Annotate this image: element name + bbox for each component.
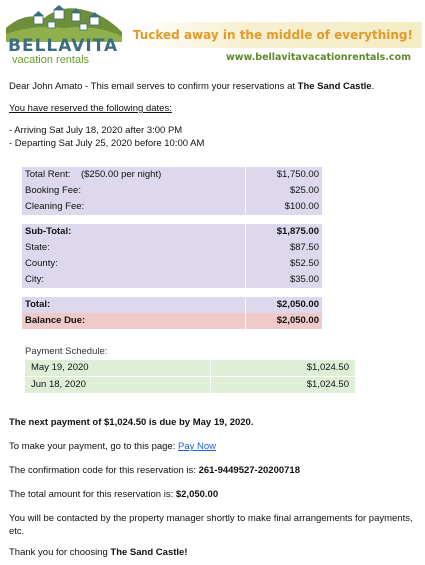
- greeting: [9, 81, 374, 92]
- email-header: [0, 0, 425, 72]
- table-row: [22, 183, 322, 199]
- tax-value: $52.50: [246, 256, 322, 272]
- contact-line-cont: etc.: [9, 526, 25, 537]
- tax-value: $87.50: [246, 240, 322, 256]
- total-amount-value: $2,050.00: [175, 489, 219, 500]
- reserved-heading: You have reserved the following dates:: [9, 103, 172, 114]
- tagline: Tucked away in the middle of everything!: [132, 28, 413, 42]
- greeting-text: Dear John Amato - This email serves to confirm your reservations at: [9, 81, 298, 92]
- charge-value: $100.00: [246, 199, 322, 215]
- logo-subtitle: vacation rentals: [12, 54, 90, 66]
- table-row: [22, 224, 322, 240]
- tax-label: State:: [22, 240, 246, 256]
- schedule-date: May 19, 2020: [25, 360, 210, 377]
- table-row: [25, 377, 355, 394]
- bellavita-logo: [4, 2, 130, 68]
- charge-value: $1,750.00: [246, 167, 322, 183]
- schedule-date: Jun 18, 2020: [25, 377, 210, 394]
- tax-value: $35.00: [246, 272, 322, 288]
- table-row: [22, 297, 322, 313]
- departing-line: - Departing Sat July 25, 2020 before 10:00 AM: [9, 138, 205, 149]
- charge-label: Total Rent: ($250.00 per night): [22, 167, 246, 183]
- thanks-text: Thank you for choosing: [9, 547, 111, 558]
- subtotal-value: $1,875.00: [246, 224, 322, 240]
- contact-line: You will be contacted by the property manager shortly to make final arrangements for payments,: [9, 513, 413, 524]
- tax-label: County:: [22, 256, 246, 272]
- table-row: [22, 272, 322, 288]
- arriving-line: - Arriving Sat July 18, 2020 after 3:00 PM: [9, 125, 183, 136]
- table-row: [22, 313, 322, 329]
- total-amount-text: The total amount for this reservation is:: [9, 489, 176, 500]
- table-row: [22, 240, 322, 256]
- thanks-line: [9, 547, 188, 558]
- thanks-exclaim: !: [184, 547, 188, 558]
- table-row: [22, 199, 322, 215]
- schedule-amount: $1,024.50: [210, 377, 355, 394]
- property-name: The Sand Castle: [297, 81, 372, 92]
- charge-value: $25.00: [246, 183, 322, 199]
- payment-schedule-table: [25, 360, 355, 393]
- next-payment-notice: The next payment of $1,024.50 is due by May 19, 2020.: [9, 417, 254, 428]
- confirmation-code: 261-9449527-20200718: [198, 465, 300, 476]
- thanks-property: The Sand Castle: [110, 547, 185, 558]
- logo-name: BELLAVITA: [8, 36, 119, 56]
- pay-line: [9, 441, 216, 452]
- schedule-title: Payment Schedule:: [25, 346, 108, 357]
- balance-value: $2,050.00: [246, 313, 322, 329]
- schedule-amount: $1,024.50: [210, 360, 355, 377]
- tax-label: City:: [22, 272, 246, 288]
- charge-label: Booking Fee:: [22, 183, 246, 199]
- total-label: Total:: [22, 297, 246, 313]
- balance-label: Balance Due:: [22, 313, 246, 329]
- total-amount-line: [9, 489, 218, 500]
- pay-text: To make your payment, go to this page:: [9, 441, 178, 452]
- confirmation-text: The confirmation code for this reservation is:: [9, 465, 199, 476]
- charges-table: [22, 167, 322, 329]
- table-row: [22, 167, 322, 183]
- table-row: [25, 360, 355, 377]
- site-url: www.bellavitavacationrentals.com: [225, 52, 411, 63]
- table-row: [22, 256, 322, 272]
- pay-now-link[interactable]: Pay Now: [177, 441, 216, 452]
- total-value: $2,050.00: [246, 297, 322, 313]
- charge-label: Cleaning Fee:: [22, 199, 246, 215]
- subtotal-label: Sub-Total:: [22, 224, 246, 240]
- confirmation-line: [9, 465, 300, 476]
- greeting-period: .: [371, 81, 375, 92]
